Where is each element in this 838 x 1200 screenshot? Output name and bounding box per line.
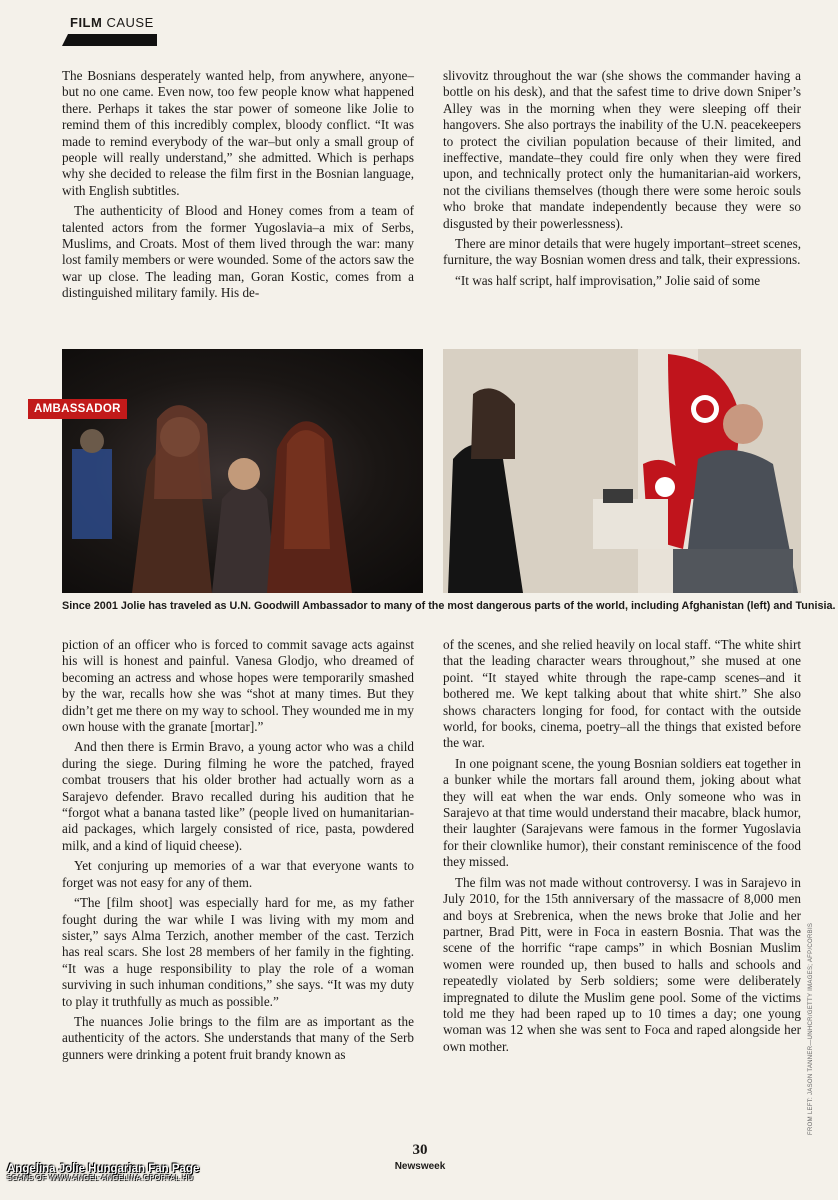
paragraph: There are minor details that were hugely important–street scenes, furniture, the way Bosnian women dress and talk, their expressions. — [443, 236, 801, 268]
paragraph: slivovitz throughout the war (she shows the commander having a bottle on his desk), and that the safest time to drive down Sniper’s Alley was in the morning when they were sleeping off their hangovers. She also portrays the inability of the U.N. peacekeepers to protect the civilian population because of their limited, and ineffective, mandate–they could fire only when they were fired upon, and technically protect only the humanitarian-aid workers, not the civilians themselves (though there were some heroic souls who broke that mandate independently because they were so disgusted by their powerlessness). — [443, 68, 801, 231]
section-label-bold: FILM — [70, 15, 103, 30]
photo-afghanistan — [62, 349, 423, 593]
paragraph: The Bosnians desperately wanted help, from anywhere, anyone–but no one came. Even now, too few people know what happened there. Perhaps it takes the star power of someone like Jolie to remind them of this incredibly complex, bloody conflict. “It was made to remind everybody of the war–but only a small group of people will really understand,” she admitted. Which is perhaps why she decided to release the film first in the Bosnian language, with English subtitles. — [62, 68, 414, 198]
photo-afghanistan-illustration — [62, 349, 423, 593]
page-folio — [390, 1142, 450, 1172]
paragraph: piction of an officer who is forced to commit savage acts against his will is honest and painful. Vanesa Glodjo, who dreamed of becoming an actress and whose hopes were temporarily smashed by the war, recalls how she was “shot at many times. But they didn’t get me there on my way to school. They wounded me in my own house with the granate [mortar].” — [62, 637, 414, 735]
photo-caption: Since 2001 Jolie has traveled as U.N. Goodwill Ambassador to many of the most dangerous parts of the world, including Afghanistan (left) and Tunisia. — [62, 600, 836, 612]
ambassador-tag: AMBASSADOR — [28, 399, 127, 419]
paragraph: In one poignant scene, the young Bosnian soldiers eat together in a bunker while the mortars fall around them, joking about what they will eat when the war ends. Only someone who was in Sarajevo at that time would understand their macabre, black humor, their laughter (Sarajevans were famous in the former Yugoslavia for their clownlike humor), their constant reminiscence of the food they missed. — [443, 755, 801, 870]
article-column-bottom-right — [443, 637, 801, 1059]
paragraph: of the scenes, and she relied heavily on local staff. “The white shirt that the leading character wears throughout,” she mused at one point. “It stayed white through the rape-camp scenes–and it bothered me. We kept talking about that white shirt.” She also shows characters longing for food, for contact with the outside world, for books, cinema, poetry–all the things that existed before the war. — [443, 637, 801, 751]
paragraph: Yet conjuring up memories of a war that everyone wants to forget was not easy for any of them. — [62, 858, 414, 890]
paragraph: The authenticity of Blood and Honey comes from a team of talented actors from the former Yugoslavia–a mix of Serbs, Muslims, and Croats. Most of them lived through the war: many lost family members or were wounded. Some of the actors saw the war up close. The leading man, Goran Kostic, comes from a distinguished military family. His de- — [62, 203, 414, 301]
magazine-name: Newsweek — [394, 1161, 446, 1172]
section-bar — [62, 34, 157, 46]
photo-tunisia — [443, 349, 801, 593]
watermark-title: Angelina Jolie Hungarian Fan Page — [7, 1163, 200, 1175]
watermark — [7, 1163, 199, 1182]
paragraph: The nuances Jolie brings to the film are as important as the authenticity of the actors. She understands that many of the Serb gunners were drinking a potent fruit brandy known as — [62, 1013, 414, 1062]
section-label — [70, 15, 154, 30]
article-column-top-right — [443, 68, 801, 293]
section-label-rest: CAUSE — [106, 15, 154, 30]
section-header — [62, 12, 157, 48]
photo-tunisia-illustration — [443, 349, 801, 593]
paragraph: “It was half script, half improvisation,” Jolie said of some — [455, 272, 761, 288]
watermark-subtitle: SCANS OF WWW.ANGEL-ANGELINA.GPORTAL.HU — [7, 1175, 194, 1182]
paragraph: “The [film shoot] was especially hard for me, as my father fought during the war while I was living with my mom and sister,” says Alma Terzich, another member of the cast. Terzich has real scars. She lost 28 members of her family in the fighting. “It was a huge responsibility to play the role of a woman surviving in such inhuman conditions,” she says. “It was my duty to play it truthfully as much as possible.” — [62, 895, 414, 1009]
article-column-top-left — [62, 68, 414, 306]
article-column-bottom-left — [62, 637, 414, 1067]
photo-credit: FROM LEFT: JASON TANNER—UNHCR/GETTY IMAGES; AFP/CORBIS — [808, 922, 814, 1135]
paragraph: And then there is Ermin Bravo, a young actor who was a child during the siege. During filming he wore the patched, frayed combat trousers that his older brother had actually worn as a Sarajevo defender. Bravo recalled during his audition that he “forgot what a banana tasted like” (people lived on humanitarian-aid packages, which largely consisted of rice, pasta, powdered milk, and a kind of liquid cheese). — [62, 739, 414, 853]
page-number: 30 — [412, 1142, 428, 1158]
paragraph: The film was not made without controversy. I was in Sarajevo in July 2010, for the 15th anniversary of the massacre of 8,000 men and boys at Srebrenica, when the news broke that Jolie and her partner, Brad Pitt, were in Foca in eastern Bosnia. That was the scene of the horrific “rape camps” in which Bosnian Muslim women were rounded up, then bused to halls and schools and repeatedly violated by Serb soldiers; some were deliberately impregnated to dilute the Muslim gene pool. Some of the victims told me they had been raped up to 10 times a day; one young woman was 12 when she was sent to Foca and raped alongside her own mother. — [443, 874, 801, 1054]
